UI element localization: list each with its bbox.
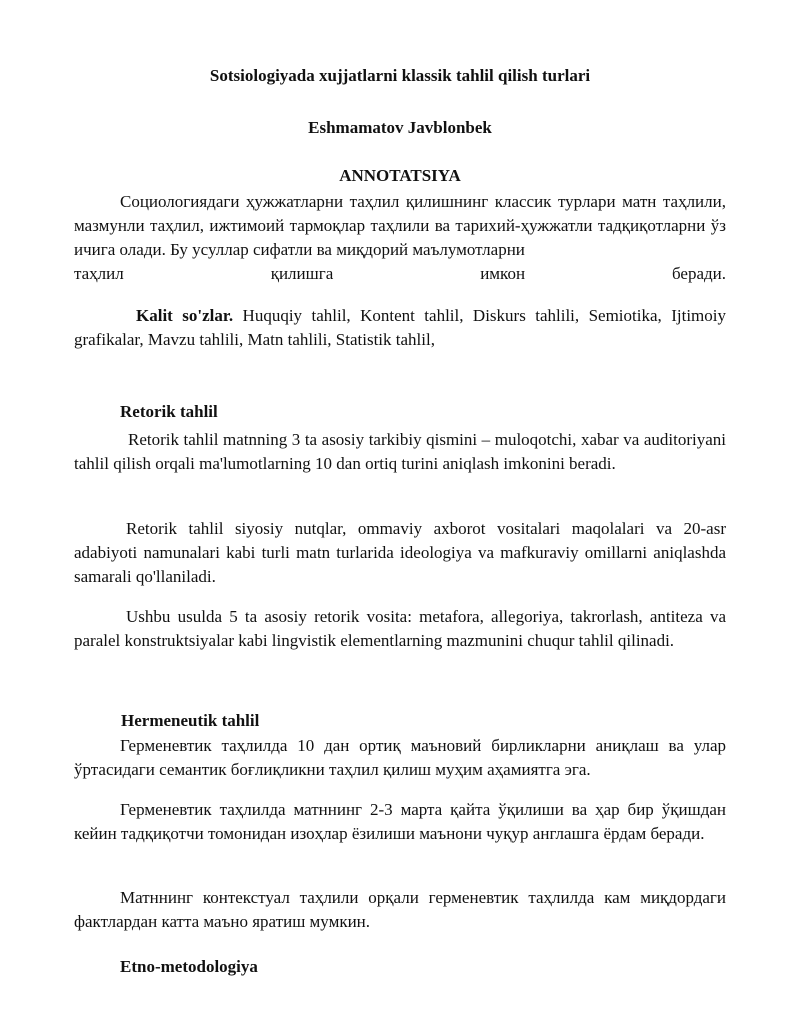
keywords-text: Huquqiy tahlil, Kontent tahlil, Diskurs tahlili, Semiotika, Ijtimoiy grafikalar, Mavzu tahlili, Matn tahlili, Statistik tahlil, <box>74 306 726 349</box>
annotation-heading: ANNOTATSIYA <box>339 166 461 185</box>
annotation-last-line: таҳлил қилишга имкон беради. <box>74 264 726 283</box>
keywords-label: Kalit so'zlar. <box>136 306 234 325</box>
annotation-text-main: Социологиядаги ҳужжатларни таҳлил қилишнинг классик турлари матн таҳлили, мазмунли таҳлил, ижтимоий тармоқлар таҳлили ва тарихий-ҳужжатли тадқиқотларни ўз ичига олади. Бу усуллар сифатли ва миқдорий маълумотларни <box>74 192 726 259</box>
section-heading-etno: Etno-metodologiya <box>120 957 258 976</box>
retorik-paragraph-3: Ushbu usulda 5 ta asosiy retorik vosita: metafora, allegoriya, takrorlash, antiteza va paralel konstruktsiyalar kabi lingvistik elementlarning mazmunini chuqur tahlil qilinadi. <box>74 607 726 650</box>
section-heading-hermeneutik: Hermeneutik tahlil <box>121 711 260 730</box>
retorik-paragraph-2: Retorik tahlil siyosiy nutqlar, ommaviy axborot vositalari maqolalari va 20-asr adabiyoti namunalari kabi turli matn turlarida ideologiya va mafkuraviy omillarni aniqlashda samarali qo'llaniladi. <box>74 519 726 586</box>
document-author: Eshmamatov Javblonbek <box>308 118 492 137</box>
hermeneutik-paragraph-3: Матннинг контекстуал таҳлили орқали герменевтик таҳлилда кам миқдордаги фактлардан катта маъно яратиш мумкин. <box>74 888 726 931</box>
retorik-paragraph-1: Retorik tahlil matnning 3 ta asosiy tarkibiy qismini – muloqotchi, xabar va auditoriyani tahlil qilish orqali ma'lumotlarning 10 dan ortiq turini aniqlash imkonini beradi. <box>74 430 726 473</box>
document-title: Sotsiologiyada xujjatlarni klassik tahlil qilish turlari <box>209 66 591 85</box>
hermeneutik-paragraph-2: Герменевтик таҳлилда матннинг 2-3 марта қайта ўқилиши ва ҳар бир ўқишдан кейин тадқиқотчи томонидан изоҳлар ёзилиши маънони чуқур англашга ёрдам беради. <box>74 800 726 843</box>
annotation-paragraph <box>74 190 726 262</box>
hermeneutik-paragraph-1: Герменевтик таҳлилда 10 дан ортиқ маъновий бирликларни аниқлаш ва улар ўртасидаги семантик боғлиқликни таҳлил қилиш муҳим аҳамиятга эга. <box>74 736 726 779</box>
section-heading-retorik: Retorik tahlil <box>120 402 218 421</box>
keywords-paragraph <box>74 304 726 352</box>
